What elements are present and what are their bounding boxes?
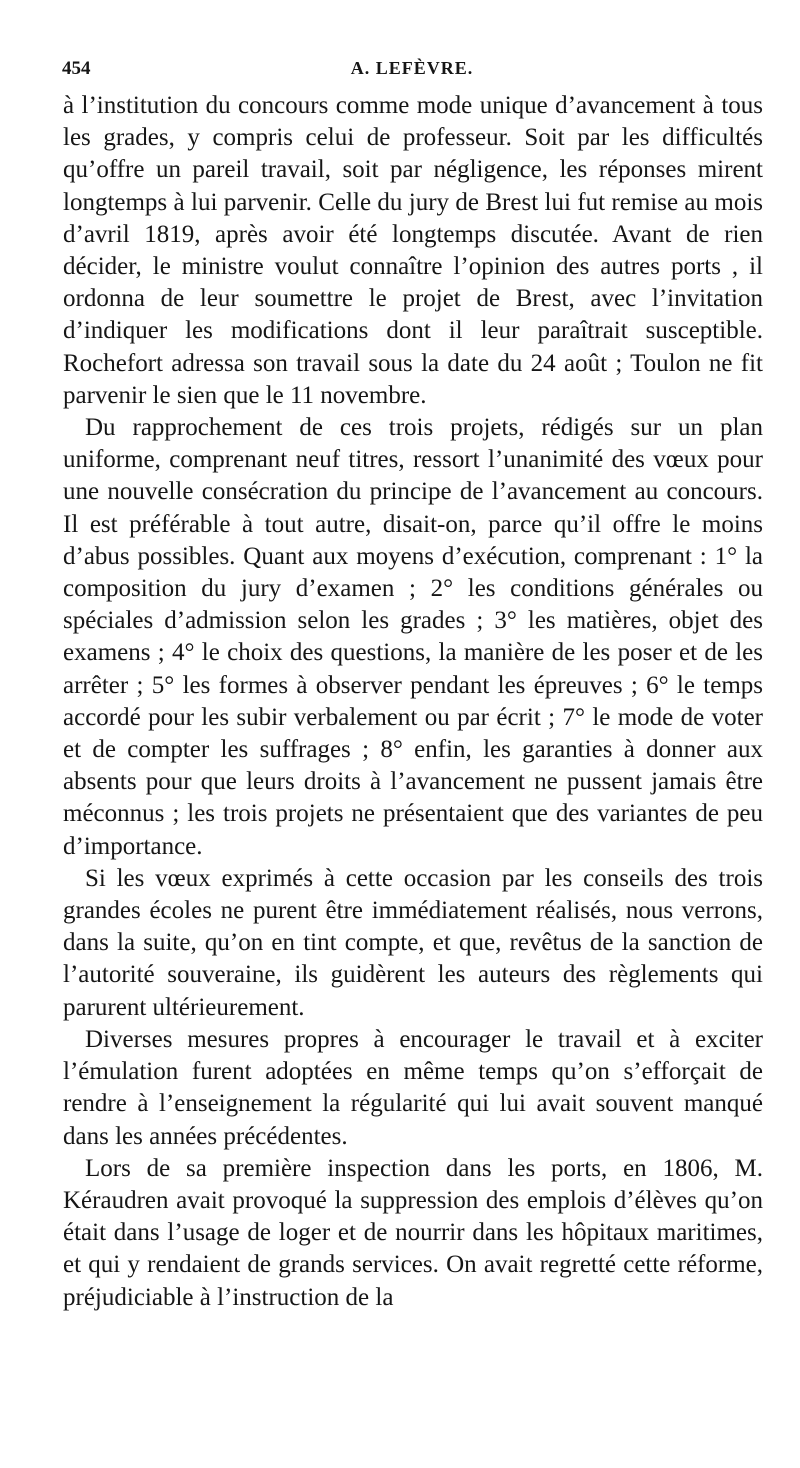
page-number: 454 bbox=[62, 58, 91, 79]
running-title: A. LEFÈVRE. bbox=[350, 58, 474, 78]
paragraph-5: Lors de sa première inspection dans les ports, en 1806, M. Kéraudren avait provoqué la suppression des emplois d’élèves qu’on était dans l’usage de loger et de nourrir dans les hôpitaux maritimes, et qui y rendaient de grands services. On avait regretté cette réforme, préjudiciable à l’instruction de la bbox=[63, 1154, 763, 1311]
paragraph-1: à l’institution du concours comme mode unique d’avancement à tous les grades, y compris celui de professeur. Soit par les difficultés qu’offre un pareil travail, soit par négligence, les réponses mirent longtemps à lui parvenir. Celle du jury de Brest lui fut remise au mois d’avril 1819, après avoir été longtemps discutée. Avant de rien décider, le ministre voulut connaître l’opinion des autres ports , il ordonna de leur soumettre le projet de Brest, avec l’invitation d’indiquer les modifications dont il leur paraîtrait susceptible. Rochefort adressa son travail sous la date du 24 août ; Toulon ne fit parvenir le sien que le 11 novembre. bbox=[63, 92, 763, 409]
running-head bbox=[62, 58, 762, 84]
paragraph-3: Si les vœux exprimés à cette occasion par les conseils des trois grandes écoles ne purent être immédiatement réalisés, nous verrons, dans la suite, qu’on en tint compte, et que, revêtus de la sanction de l’autorité souveraine, ils guidèrent les auteurs des règlements qui parurent ultérieurement. bbox=[63, 864, 763, 1021]
body-text bbox=[63, 90, 763, 1314]
paragraph-2: Du rapprochement de ces trois projets, rédigés sur un plan uniforme, comprenant neuf titres, ressort l’unanimité des vœux pour une nouvelle consécration du principe de l’avancement au concours. Il est préférable à tout autre, disait-on, parce qu’il offre le moins d’abus possibles. Quant aux moyens d’exécution, comprenant : 1° la composition du jury d’examen ; 2° les conditions générales ou spéciales d’admission selon les grades ; 3° les matières, objet des examens ; 4° le choix des questions, la manière de les poser et de les arrêter ; 5° les formes à observer pendant les épreuves ; 6° le temps accordé pour les subir verbalement ou par écrit ; 7° le mode de voter et de compter les suffrages ; 8° enfin, les garanties à donner aux absents pour que leurs droits à l’avancement ne pussent jamais être méconnus ; les trois projets ne présentaient que des variantes de peu d’importance. bbox=[63, 414, 763, 860]
paragraph-4: Diverses mesures propres à encourager le travail et à exciter l’émulation furent adoptées en même temps qu’on s’efforçait de rendre à l’enseignement la régularité qui lui avait souvent manqué dans les années précédentes. bbox=[63, 1025, 763, 1150]
